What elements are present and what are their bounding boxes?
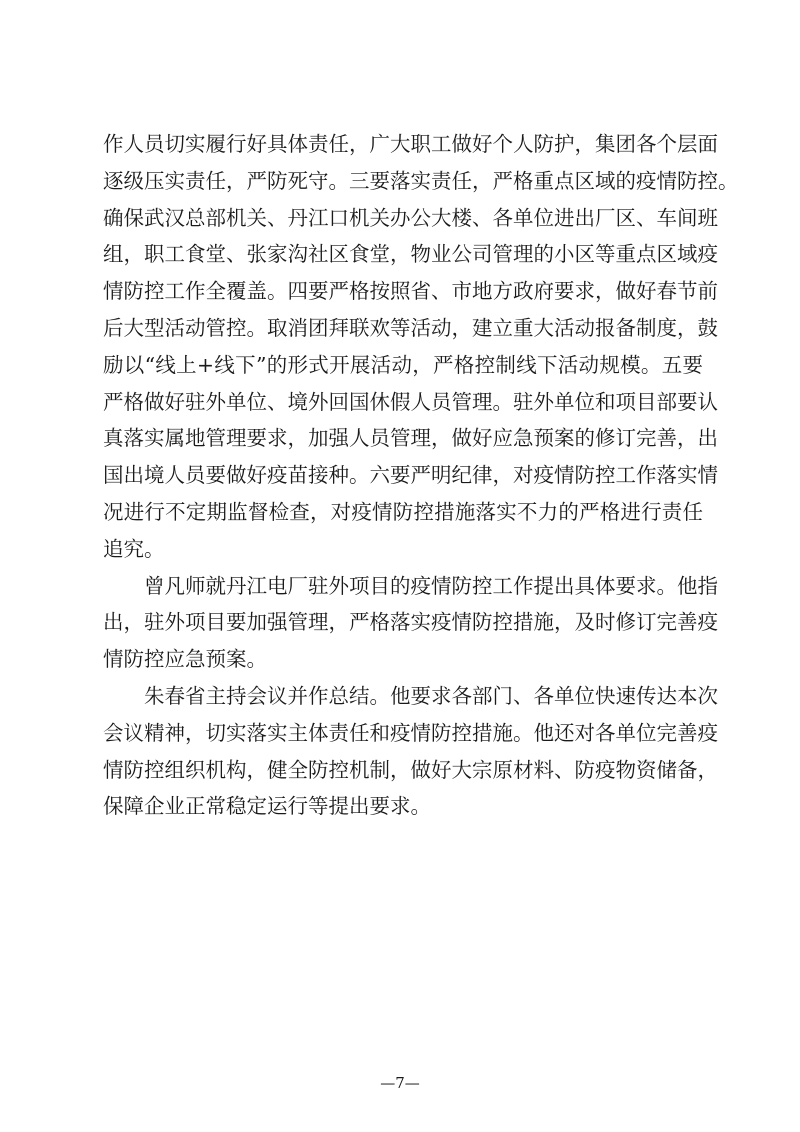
paragraph-line: 曾凡师就丹江电厂驻外项目的疫情防控工作提出具体要求。他指 <box>144 573 718 598</box>
paragraph-2 <box>103 568 718 678</box>
paragraph-line: 真落实属地管理要求，加强人员管理，做好应急预案的修订完善，出 <box>103 426 718 451</box>
paragraph-line: 严格做好驻外单位、境外回国休假人员管理。驻外单位和项目部要认 <box>103 389 718 414</box>
paragraph-3 <box>103 678 718 825</box>
paragraph-line: 国出境人员要做好疫苗接种。六要严明纪律，对疫情防控工作落实情 <box>103 463 718 488</box>
paragraph-1 <box>103 126 739 568</box>
paragraph-line: 情防控组织机构，健全防控机制，做好大宗原材料、防疫物资储备， <box>103 757 718 782</box>
page-number: —7— <box>380 1074 420 1092</box>
paragraph-line: 会议精神，切实落实主体责任和疫情防控措施。他还对各单位完善疫 <box>103 720 718 745</box>
paragraph-line: 逐级压实责任，严防死守。三要落实责任，严格重点区域的疫情防控。 <box>103 168 739 193</box>
paragraph-line: 出，驻外项目要加强管理，严格落实疫情防控措施，及时修订完善疫 <box>103 610 718 635</box>
paragraph-line: 作人员切实履行好具体责任，广大职工做好个人防护，集团各个层面 <box>103 132 718 156</box>
paragraph-line: 情防控应急预案。 <box>103 647 267 672</box>
paragraph-line: 保障企业正常稳定运行等提出要求。 <box>103 794 431 819</box>
paragraph-line: 情防控工作全覆盖。四要严格按照省、市地方政府要求，做好春节前 <box>103 279 718 304</box>
paragraph-line: 朱春省主持会议并作总结。他要求各部门、各单位快速传达本次 <box>144 683 718 708</box>
paragraph-line: 追究。 <box>103 536 165 561</box>
paragraph-line: 后大型活动管控。取消团拜联欢等活动，建立重大活动报备制度，鼓 <box>103 315 718 340</box>
paragraph-line: 组，职工食堂、张家沟社区食堂，物业公司管理的小区等重点区域疫 <box>103 242 718 267</box>
paragraph-line: 确保武汉总部机关、丹江口机关办公大楼、各单位进出厂区、车间班 <box>103 205 718 230</box>
paragraph-line: 况进行不定期监督检查，对疫情防控措施落实不力的严格进行责任 <box>103 499 703 524</box>
body-text <box>103 126 739 825</box>
paragraph-line: 励以“线上+线下”的形式开展活动，严格控制线下活动规模。五要 <box>103 352 703 377</box>
